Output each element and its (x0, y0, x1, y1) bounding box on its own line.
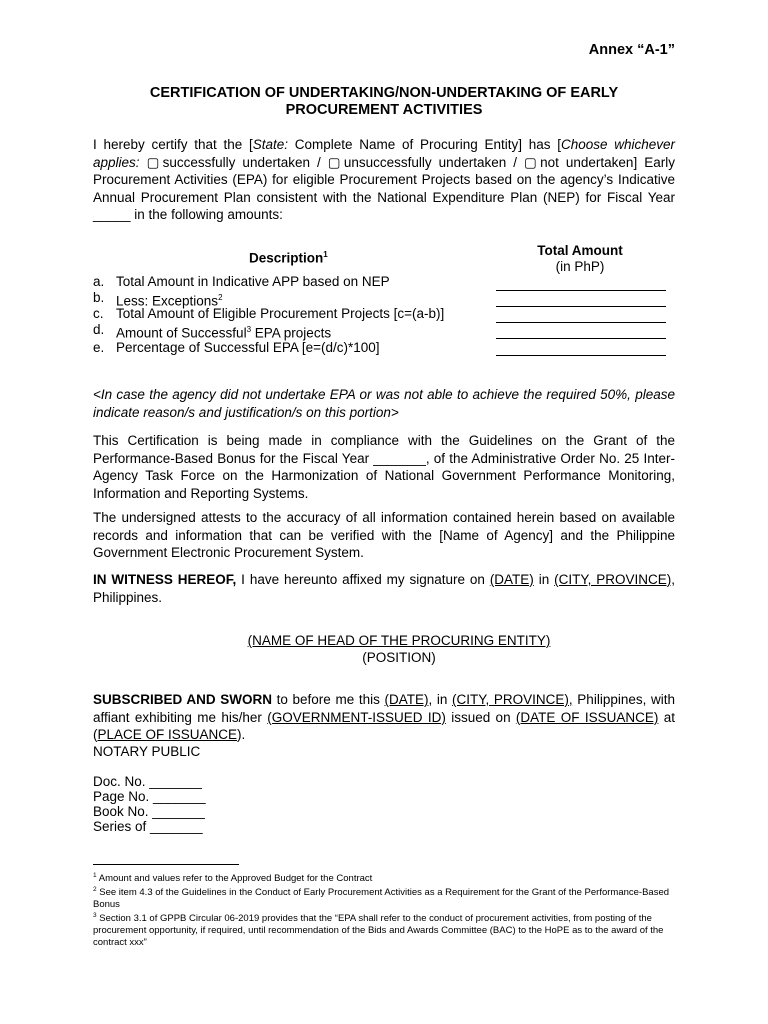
witness-text: Philippines. (93, 589, 163, 605)
row-letter: c. (93, 306, 104, 321)
description-header (249, 250, 328, 266)
annex-label: Annex “A-1” (588, 42, 675, 58)
row-letter: d. (93, 322, 105, 337)
sworn-issue-date: (DATE OF ISSUANCE) (515, 709, 659, 725)
witness-date: (DATE) (489, 572, 534, 587)
footnote-separator (93, 864, 239, 865)
row-text-main: Amount of Successful (116, 325, 247, 341)
attestation-paragraph: The undersigned attests to the accuracy of all information contained herein based on available records and information that can be verified with the [Name of Agency] and the Philippine Government Electronic Procurement System. (93, 510, 675, 561)
footnote-number: 3 (93, 912, 97, 919)
notary-series: Series of _______ (93, 819, 203, 834)
witness-bold: IN WITNESS HEREOF, (93, 572, 237, 587)
sworn-text: , in (428, 692, 453, 707)
amount-header-title: Total Amount (537, 243, 623, 258)
notary-page-no: Page No. _______ (93, 789, 206, 804)
footnote-text: Amount and values refer to the Approved Budget for the Contract (96, 873, 373, 885)
title-line-1: CERTIFICATION OF UNDERTAKING/NON-UNDERTAKING OF EARLY (149, 85, 619, 101)
compliance-paragraph: This Certification is being made in compliance with the Guidelines on the Grant of the Performance-Based Bonus for the Fiscal Year _______, of the Administrative Order No. 25 Inter-Agency Task Force on the Harmonization of National Government Performance Monitoring, Information and Reporting Systems. (93, 433, 675, 501)
row-text-main: Total Amount in Indicative APP based on NEP (116, 274, 390, 289)
sworn-text: to before me this (272, 692, 385, 707)
sworn-date: (DATE) (384, 692, 429, 707)
amount-blank-line (496, 306, 666, 307)
signatory-name: (NAME OF HEAD OF THE PROCURING ENTITY) (247, 633, 551, 648)
signatory-position: (POSITION) (362, 650, 436, 665)
amount-blank-line (496, 338, 666, 339)
footnote-text: See item 4.3 of the Guidelines in the Conduct of Early Procurement Activities as a Requirement for the Grant of the Performance-Based Bonus (93, 887, 670, 911)
intro-choose: Choose whichever applies: (93, 137, 675, 170)
sworn-text: issued on (445, 709, 516, 725)
sworn-bold: SUBSCRIBED AND SWORN (93, 692, 273, 707)
intro-state: State: (252, 137, 288, 152)
notary-book-no: Book No. _______ (93, 804, 205, 819)
row-letter: e. (93, 340, 105, 355)
row-text-main: Total Amount of Eligible Procurement Projects [c=(a-b)] (116, 306, 445, 321)
amount-header-unit: (in PhP) (555, 259, 605, 274)
witness-text: in (533, 572, 555, 587)
footnote-text: Section 3.1 of GPPB Circular 06-2019 provides that the “EPA shall refer to the conduct of procurement activities, from posting of the procurement opportunity, if required, until recommendation of the Bids and Awards Committee (BAC) to the HoPE as to the award of the contract xxx” (93, 913, 664, 949)
footnote-number: 1 (93, 872, 97, 879)
sworn-place: (CITY, PROVINCE), (452, 692, 573, 707)
sworn-text: ). (237, 727, 246, 743)
witness-place: (CITY, PROVINCE), (554, 572, 676, 587)
document-title (93, 85, 675, 119)
notary-doc-no: Doc. No. _______ (93, 774, 202, 789)
sworn-text: Philippines, with affiant exhibiting me his/her (93, 692, 675, 725)
footnote-ref-1: 1 (323, 250, 328, 259)
sworn-text: at ( (93, 709, 675, 743)
intro-text-3: ▢successfully undertaken / ▢unsuccessfully undertaken / ▢not undertaken] Early Procurement Activities (EPA) for eligible Procurement Projects based on the agency’s Indicative Annual Procurement Plan consistent with the National Expenditure Plan (NEP) for Fiscal Year _____ in the following amounts: (93, 154, 675, 223)
row-text (116, 322, 331, 342)
witness-text: I have hereunto affixed my signature on (236, 572, 490, 587)
row-letter: b. (93, 290, 105, 305)
footnote-ref-2: 2 (218, 293, 223, 302)
sworn-id: (GOVERNMENT-ISSUED ID) (267, 709, 446, 725)
row-text (116, 340, 380, 356)
amount-blank-line (496, 355, 666, 356)
row-text-main: Less: Exceptions (116, 293, 219, 309)
title-line-2: PROCUREMENT ACTIVITIES (285, 102, 483, 118)
sworn-issue-place: PLACE OF ISSUANCE (97, 727, 238, 743)
agency-note: <In case the agency did not undertake EPA or was not able to achieve the required 50%, please indicate reason/s and justification/s on this portion> (93, 387, 675, 420)
row-letter: a. (93, 274, 105, 289)
amount-blank-line (496, 322, 666, 323)
footnote-2 (93, 884, 675, 911)
description-header-text: Description (249, 250, 324, 266)
footnote-number: 2 (93, 886, 97, 893)
intro-text-1: I hereby certify that the [ (93, 137, 253, 152)
row-text-main: Percentage of Successful EPA [e=(d/c)*100] (116, 340, 380, 355)
footnote-3 (93, 910, 675, 949)
intro-text-2: Complete Name of Procuring Entity] has [ (288, 137, 561, 152)
notary-title: NOTARY PUBLIC (93, 744, 201, 759)
amount-header (529, 243, 631, 275)
row-text (116, 306, 444, 322)
row-text (116, 274, 390, 290)
witness-paragraph (93, 571, 675, 606)
row-text-after: EPA projects (251, 325, 332, 341)
intro-paragraph (93, 136, 675, 224)
amount-blank-line (496, 290, 666, 291)
footnote-1 (93, 870, 675, 885)
sworn-paragraph (93, 691, 675, 744)
footnote-ref-3: 3 (246, 325, 252, 334)
